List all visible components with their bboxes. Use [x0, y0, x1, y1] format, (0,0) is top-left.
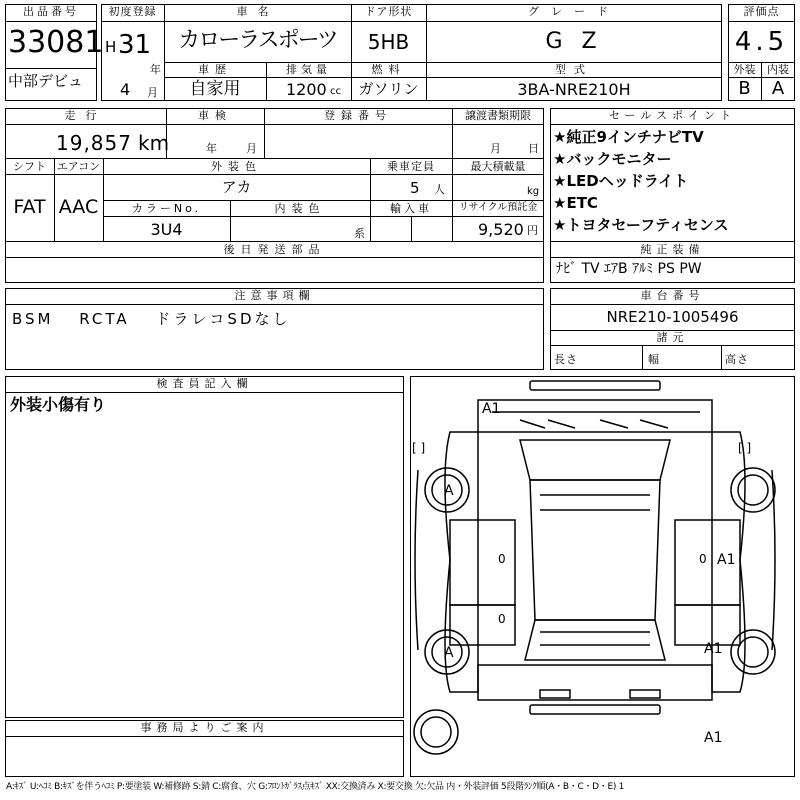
mark-right-rear-wheel: A1 [704, 641, 723, 657]
first-reg-label: 初度登録 [108, 5, 157, 18]
ac: AAC [58, 196, 99, 218]
windshield-front [520, 440, 670, 480]
reg-label: 登録番号 [324, 109, 392, 122]
color-no-label: カラーNo. [131, 202, 202, 215]
car-name-label: 車名 [236, 5, 279, 18]
model-label: 型式 [555, 63, 593, 76]
transfer-month: 月 [490, 142, 502, 155]
office-label: 事務局よりご案内 [140, 721, 269, 734]
width-label: 幅 [648, 353, 660, 366]
legend: A:ｷｽﾞ U:ﾍｺﾐ B:ｷｽﾞを伴うﾍｺﾐ P:要塗装 W:補修跡 S:錆 C:腐食、穴 G:ﾌﾛﾝﾄｶﾞﾗｽ点ｷｽﾞ XX:交換済み X:要交換 欠:欠品 内・外装評価 5段階ﾗﾝｸ順(A・B・C・D・E) 1 [6, 782, 625, 792]
capacity-unit: 人 [434, 183, 446, 196]
grade: G Z [545, 29, 603, 54]
recycle-unit: 円 [527, 224, 538, 237]
mark-right-rear-door: A1 [717, 552, 736, 568]
mark-right-front-door: 0 [699, 552, 707, 566]
month-unit: 月 [147, 86, 158, 99]
lot-number: 33081 [8, 25, 104, 60]
ac-label: エアコン [56, 160, 101, 173]
lot-label: 出品番号 [23, 5, 79, 18]
era: H [105, 38, 117, 56]
rear-bumper [530, 705, 660, 714]
chassis-number: NRE210-1005496 [606, 308, 739, 326]
car-name: カローラスポーツ [178, 28, 337, 53]
rear-hatch [478, 665, 712, 700]
month-num: 4 [120, 80, 131, 99]
mark-left-front-door: 0 [498, 552, 506, 566]
mark-rear: A1 [704, 730, 723, 746]
rear-window [525, 620, 665, 660]
sales-point-5: ★トヨタセーフティセンス [553, 216, 729, 234]
import-label: 輸入車 [390, 202, 432, 215]
int-color-label: 内装色 [274, 202, 326, 215]
chassis-label: 車台番号 [640, 289, 705, 302]
inspector-text: 外装小傷有り [10, 395, 107, 414]
sales-point-3: ★LEDヘッドライト [553, 172, 689, 190]
transfer-label: 譲渡書類期限 [465, 109, 531, 122]
inspection-year: 年 [206, 142, 218, 155]
ext-color-label: 外装色 [211, 160, 262, 173]
score-label: 評価点 [743, 5, 780, 18]
mark-bracket-left: [ ] [412, 441, 426, 455]
displacement: 1200 [286, 80, 327, 99]
roof [530, 480, 660, 620]
year-unit: 年 [150, 63, 161, 76]
equip-label: 純正装備 [640, 243, 705, 256]
mark-bracket-right: [ ] [738, 441, 752, 455]
inspection-label: 車検 [198, 109, 232, 122]
displacement-label: 排気量 [286, 63, 331, 76]
front-bumper [530, 381, 660, 390]
recycle: 9,520 [478, 220, 524, 239]
history-label: 車歴 [198, 63, 232, 76]
transfer-day: 日 [528, 142, 540, 155]
capacity-label: 乗車定員 [387, 160, 435, 173]
history: 自家用 [189, 79, 241, 99]
door-label: ドア形状 [364, 5, 413, 18]
height-label: 高さ [725, 353, 749, 366]
front-hood [478, 400, 712, 432]
mileage: 19,857 [56, 131, 132, 155]
int-color-unit: 系 [354, 227, 366, 240]
inspection-month: 月 [246, 142, 258, 155]
interior-label: 内装 [767, 63, 789, 76]
dims-label: 諸元 [656, 331, 689, 344]
load-label: 最大積載量 [470, 160, 526, 173]
mileage-unit: km [138, 131, 170, 155]
capacity: 5 [410, 179, 420, 197]
length-label: 長さ [554, 353, 578, 366]
notes-text: BSM RCTA ドラレコSDなし [12, 310, 291, 328]
mark-front: A1 [482, 401, 501, 417]
ext-color: アカ [221, 178, 252, 196]
fuel: ガソリン [358, 80, 419, 98]
mark-left-rear-door: 0 [498, 612, 506, 626]
score: 4.5 [734, 27, 789, 57]
load-unit: kg [527, 186, 540, 197]
exterior-label: 外装 [733, 63, 756, 76]
debut-label: 中部デビュ [8, 72, 84, 90]
interior-grade: A [771, 78, 785, 99]
sales-title: セールスポイント [608, 109, 736, 122]
sales-point-2: ★バックモニター [553, 150, 672, 168]
sales-point-4: ★ETC [553, 194, 598, 212]
sales-point-1: ★純正9インチナビTV [553, 128, 704, 146]
shift-label: シフト [13, 160, 46, 173]
grade-label: グレード [528, 5, 620, 18]
right-rear-door [675, 605, 740, 645]
color-no: 3U4 [150, 220, 183, 239]
inspector-label: 検査員記入欄 [156, 377, 253, 390]
year-num: 31 [118, 30, 152, 60]
shift: FAT [13, 196, 46, 218]
mileage-label: 走行 [64, 109, 107, 122]
displacement-unit: cc [330, 86, 341, 97]
mark-left-rear-wheel: A [444, 645, 454, 661]
door-type: 5HB [367, 30, 410, 54]
mark-left-front-wheel: A [444, 483, 454, 499]
equip: ﾅﾋﾞ TV ｴｱB ｱﾙﾐ PS PW [556, 261, 702, 277]
model: 3BA-NRE210H [517, 80, 631, 99]
exterior-grade: B [738, 78, 751, 99]
later-parts-label: 後日発送部品 [223, 243, 326, 256]
notes-label: 注意事項欄 [234, 289, 315, 302]
recycle-label: リサイクル預託金 [458, 202, 538, 213]
fuel-label: 燃料 [371, 63, 406, 76]
